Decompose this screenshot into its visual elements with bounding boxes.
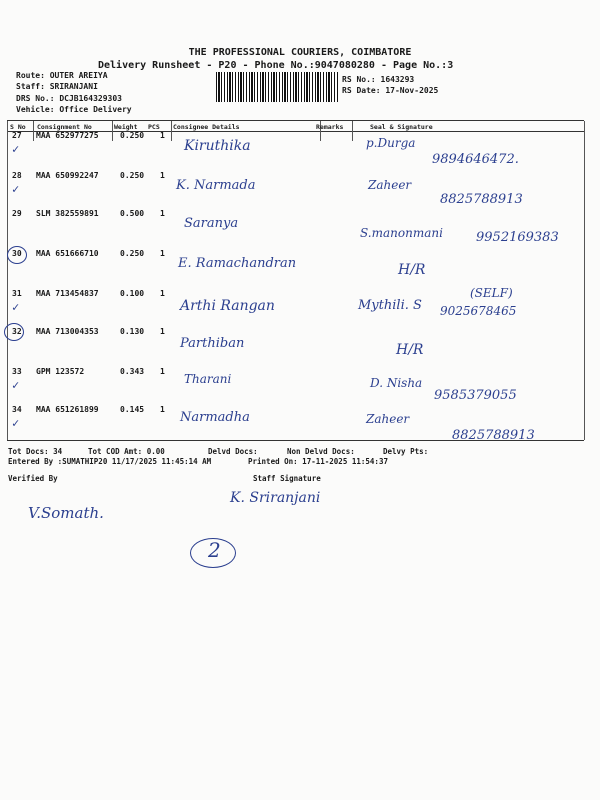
row-pcs: 1 [160, 327, 165, 336]
row-weight: 0.250 [120, 249, 145, 258]
row-weight: 0.500 [120, 209, 145, 218]
row-consignment: MAA 713004353 [36, 327, 99, 336]
row-sno: 33 [12, 367, 22, 376]
row-pcs: 1 [160, 289, 165, 298]
row-note: (SELF) [470, 286, 513, 300]
row-sno: 31 [12, 289, 22, 298]
row-consignee: Parthiban [180, 336, 245, 351]
row-seal: p.Durga [366, 136, 416, 150]
column-divider [352, 121, 353, 141]
row-weight: 0.343 [120, 367, 145, 376]
row-seal: Mythili. S [358, 298, 422, 313]
row-consignee: Kiruthika [184, 138, 251, 154]
row-sno: 28 [12, 171, 22, 180]
row-consignee: Saranya [184, 216, 239, 231]
row-weight: 0.130 [120, 327, 145, 336]
row-sno: 27 [12, 131, 22, 140]
rs-date: RS Date: 17-Nov-2025 [342, 86, 439, 95]
row-seal: D. Nisha [370, 376, 423, 390]
row-consignment: MAA 651261899 [36, 405, 99, 414]
row-phone: 8825788913 [452, 428, 535, 443]
row-consignment: GPM 123572 [36, 367, 85, 376]
col-header-consignment: Consignment No [37, 123, 92, 131]
check-mark-icon: ✓ [12, 182, 20, 196]
row-consignment: MAA 713454837 [36, 289, 99, 298]
route-label: Route: OUTER AREIYA [16, 71, 108, 80]
column-divider [171, 121, 172, 141]
verified-by-label: Verified By [8, 474, 58, 483]
row-phone: 9585379055 [434, 388, 517, 403]
check-mark-icon: ✓ [12, 378, 20, 392]
row-consignee: Tharani [184, 372, 232, 386]
row-consignee: Arthi Rangan [180, 298, 275, 314]
document-subtitle: Delivery Runsheet - P20 - Phone No.:9047080280 - Page No.:3 [98, 60, 454, 71]
row-weight: 0.250 [120, 171, 145, 180]
row-seal: H/R [398, 262, 426, 278]
row-phone: 9025678465 [440, 304, 517, 318]
row-weight: 0.145 [120, 405, 145, 414]
row-phone: 9894646472. [432, 152, 519, 167]
row-sno: 32 [12, 327, 22, 336]
vehicle-label: Vehicle: Office Delivery [16, 105, 132, 114]
row-consignment: MAA 651666710 [36, 249, 99, 258]
printed-on: Printed On: 17-11-2025 11:54:37 [248, 457, 388, 466]
row-consignment: MAA 652977275 [36, 131, 99, 140]
row-sno: 30 [12, 249, 22, 258]
row-consignee: Narmadha [180, 410, 250, 425]
non-delivered-docs: Non Delvd Docs: [287, 447, 355, 456]
row-sno: 34 [12, 405, 22, 414]
col-header-remarks: Remarks [316, 123, 344, 131]
row-weight: 0.100 [120, 289, 145, 298]
delivery-points: Delvy Pts: [383, 447, 429, 456]
row-pcs: 1 [160, 131, 165, 140]
entered-by: Entered By :SUMATHIP20 11/17/2025 11:45:14 AM [8, 457, 212, 466]
col-header-consignee: Consignee Details [173, 123, 240, 131]
col-header-weight: Weight [114, 123, 138, 131]
column-divider [33, 121, 34, 141]
row-seal: H/R [396, 342, 424, 358]
row-seal: Zaheer [366, 412, 410, 426]
rs-number: RS No.: 1643293 [342, 75, 415, 84]
row-seal: S.manonmani [360, 226, 443, 240]
check-mark-icon: ✓ [12, 416, 20, 430]
staff-signature-label: Staff Signature [253, 474, 321, 483]
row-pcs: 1 [160, 209, 165, 218]
verifier-signature: V.Somath. [28, 504, 104, 522]
scribble-mark: 2 [208, 538, 221, 562]
row-weight: 0.250 [120, 131, 145, 140]
table-right-border [584, 121, 585, 440]
row-consignment: MAA 650992247 [36, 171, 99, 180]
drs-number: DRS No.: DCJB164329303 [16, 94, 122, 103]
row-sno: 29 [12, 209, 22, 218]
row-seal: Zaheer [368, 178, 412, 192]
check-mark-icon: ✓ [12, 300, 20, 314]
row-phone: 8825788913 [440, 192, 523, 207]
row-consignee: E. Ramachandran [178, 256, 297, 271]
row-phone: 9952169383 [476, 230, 559, 245]
table-top-border [7, 120, 584, 121]
col-header-seal: Seal & Signature [370, 123, 433, 131]
total-docs: Tot Docs: 34 [8, 447, 63, 456]
col-header-pcs: PCS [148, 123, 160, 131]
total-cod-amount: Tot COD Amt: 0.00 [88, 447, 165, 456]
check-mark-icon: ✓ [12, 142, 20, 156]
column-divider [112, 121, 113, 141]
row-consignee: K. Narmada [176, 178, 256, 193]
delivered-docs: Delvd Docs: [208, 447, 258, 456]
col-header-sno: S No [10, 123, 26, 131]
barcode [216, 72, 338, 102]
row-pcs: 1 [160, 249, 165, 258]
staff-signature: K. Sriranjani [230, 490, 321, 506]
row-consignment: SLM 382559891 [36, 209, 99, 218]
table-left-border [7, 121, 8, 440]
staff-label: Staff: SRIRANJANI [16, 82, 98, 91]
row-pcs: 1 [160, 367, 165, 376]
document-title: THE PROFESSIONAL COURIERS, COIMBATORE [188, 47, 412, 58]
row-pcs: 1 [160, 171, 165, 180]
row-pcs: 1 [160, 405, 165, 414]
